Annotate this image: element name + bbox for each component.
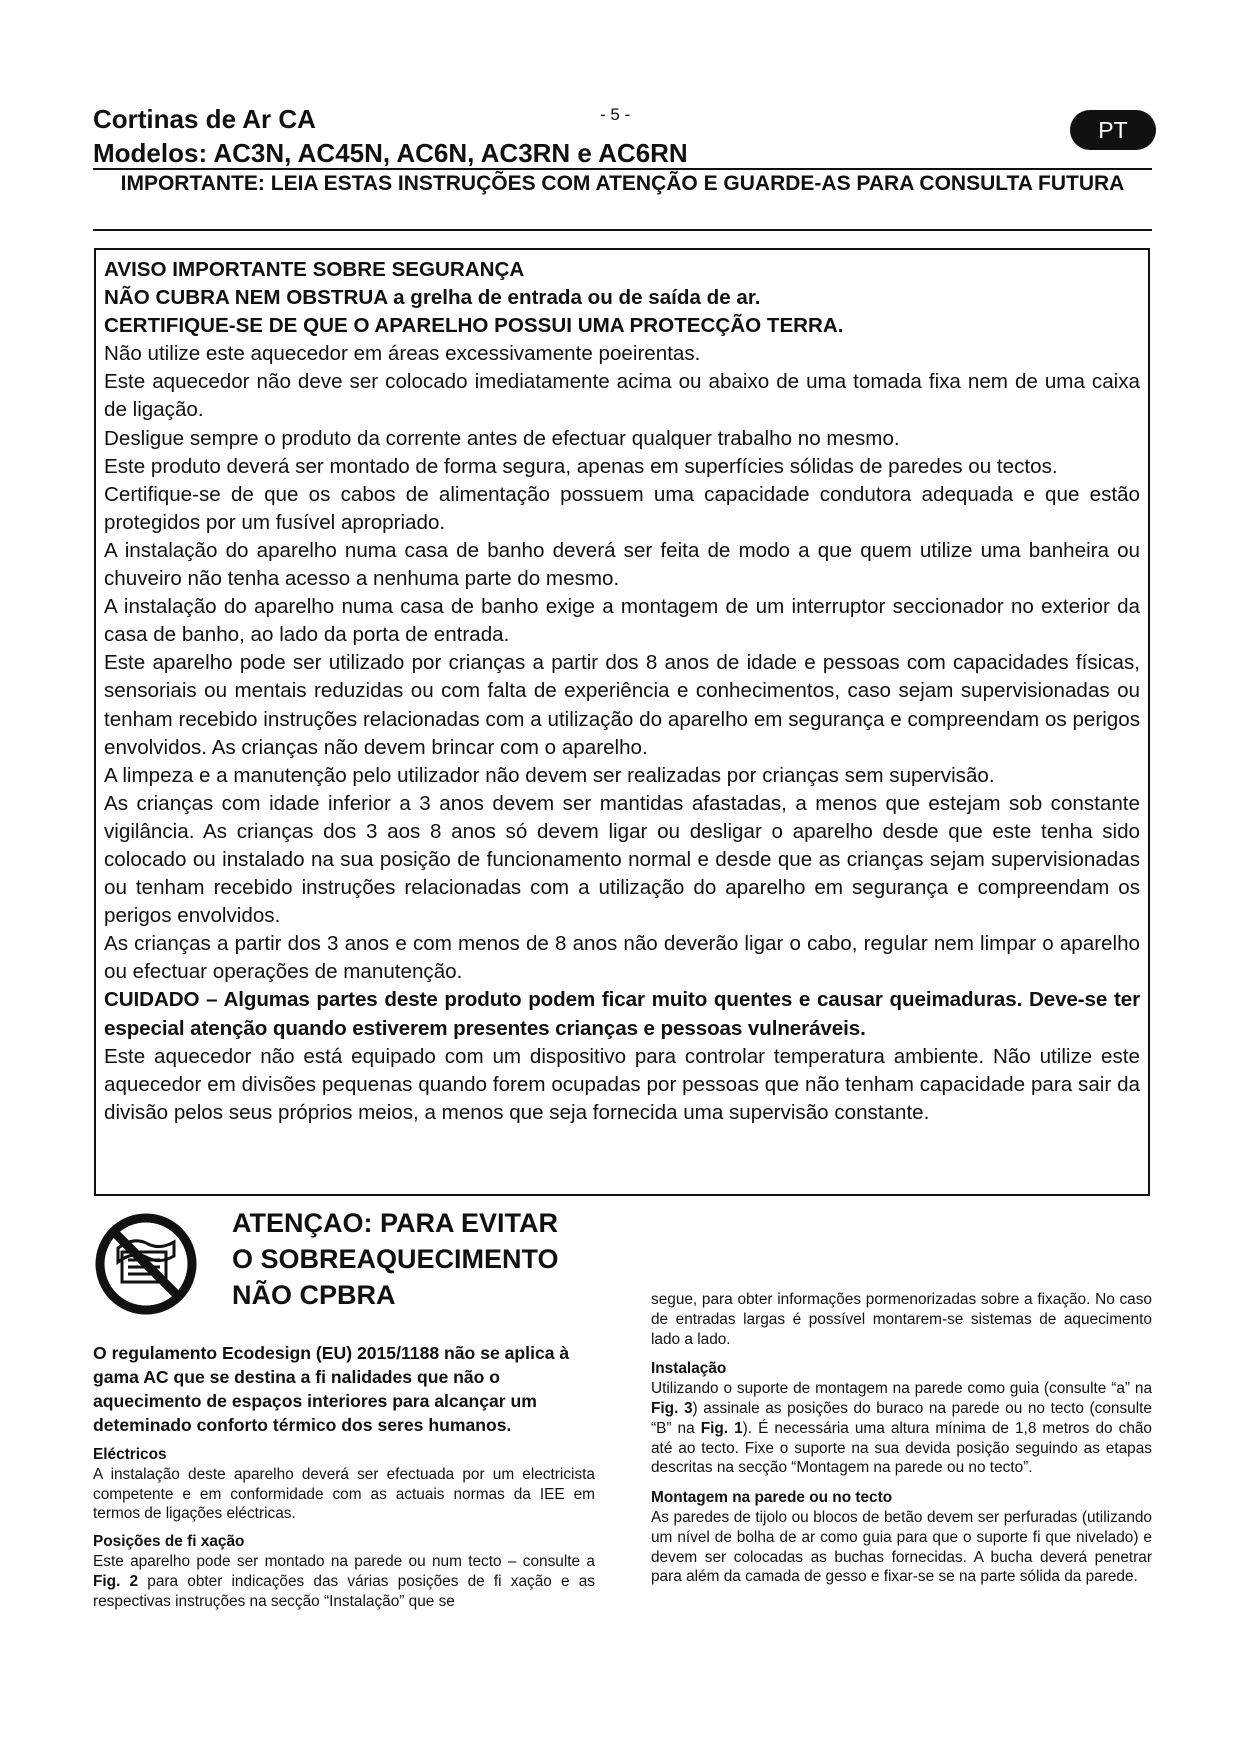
warning-line-3: NÃO CPBRA: [232, 1280, 396, 1310]
safety-content: [104, 256, 1140, 1127]
electrical-text: A instalação deste aparelho deverá ser efectuada por um electricista competente e em conformidade com as actuais normas da IEE em termos de ligações eléctricas.: [93, 1465, 595, 1523]
safety-title: AVISO IMPORTANTE SOBRE SEGURANÇA: [104, 258, 525, 281]
language-badge: PT: [1070, 110, 1156, 150]
safety-line: As crianças com idade inferior a 3 anos devem ser mantidas afastadas, a menos que estejam sob constante vigilância. As crianças dos 3 aos 8 anos só devem ligar ou desligar o aparelho desde que este tenha sido colocado ou instalado na sua posição de funcionamento normal e desde que as crianças sejam supervisionadas ou tenham recebido instruções relacionadas com a utilização do aparelho em segurança e compreendam os perigos envolvidos.: [104, 791, 1140, 928]
continuation-text: segue, para obter informações pormenorizadas sobre a fixação. No caso de entradas largas é possível montarem-se sistemas de aquecimento lado a lado.: [651, 1291, 1152, 1348]
safety-line: Não utilize este aquecedor em áreas excessivamente poeirentas.: [104, 342, 701, 366]
no-cover-line: [104, 284, 1140, 312]
important-notice: IMPORTANTE: LEIA ESTAS INSTRUÇÕES COM ATENÇÃO E GUARDE-AS PARA CONSULTA FUTURA: [120, 172, 1125, 195]
no-cover-emphasis: NÃO CUBRA NEM OBSTRUA: [104, 286, 388, 310]
caution-line: CUIDADO – Algumas partes deste produto podem ficar muito quentes e causar queimaduras. Deve-se ter especial atenção quando estiverem presentes crianças e pessoas vulneráveis.: [104, 988, 1140, 1040]
safety-line: A instalação do aparelho numa casa de banho deverá ser feita de modo a que quem utilize uma banheira ou chuveiro não tenha acesso a nenhuma parte do mesmo.: [104, 538, 1140, 591]
safety-line: A instalação do aparelho numa casa de banho exige a montagem de um interruptor seccionador no exterior da casa de banho, ao lado da porta de entrada.: [104, 595, 1140, 647]
safety-line: Este aquecedor não deve ser colocado imediatamente acima ou abaixo de uma tomada fixa nem de uma caixa de ligação.: [104, 370, 1140, 422]
right-column: [651, 1290, 1152, 1587]
install-text-1: Utilizando o suporte de montagem na parede como guia (consulte “a” na: [651, 1380, 1152, 1398]
installation-heading: Instalação: [651, 1360, 727, 1378]
electrical-heading: Eléctricos: [93, 1446, 167, 1463]
safety-line: Este aparelho pode ser utilizado por crianças a partir dos 8 anos de idade e pessoas com capacidades físicas, sensoriais ou mentais reduzidas ou com falta de experiência e conhecimentos, caso sejam supervisionadas ou tenham recebido instruções relacionadas com a utilização do aparelho em segurança e compreendam os perigos envolvidos. As crianças não devem brincar com o aparelho.: [104, 651, 1140, 759]
left-column: [93, 1341, 595, 1611]
no-cover-rest: a grelha de entrada ou de saída de ar.: [387, 286, 761, 310]
warning-line-2: O SOBREAQUECIMENTO: [232, 1244, 559, 1274]
page-number: - 5 -: [600, 105, 631, 124]
positions-text-1: Este aparelho pode ser montado na parede ou num tecto – consulte a: [93, 1552, 595, 1570]
earth-line: CERTIFIQUE-SE DE QUE O APARELHO POSSUI UMA PROTECÇÃO TERRA.: [104, 314, 844, 338]
safety-line: Desligue sempre o produto da corrente antes de efectuar qualquer trabalho no mesmo.: [104, 426, 900, 450]
installation-text: [651, 1379, 1152, 1478]
safety-last-line: Este aquecedor não está equipado com um dispositivo para controlar temperatura ambiente. Não utilize este aquecedor em divisões pequenas quando forem ocupadas por pessoas que não tenham capacidade para sair da divisão pelos seus próprios meios, a menos que seja fornecida uma supervisão constante.: [104, 1044, 1140, 1124]
install-text-2: ) assinale as posições do buraco na parede ou no tecto (consulte “B” na: [651, 1399, 1152, 1437]
positions-text: [93, 1552, 595, 1611]
safety-line: Este produto deverá ser montado de forma segura, apenas em superfícies sólidas de paredes ou tectos.: [104, 454, 1058, 478]
document-title: Cortinas de Ar CA: [93, 104, 316, 134]
ecodesign-note: O regulamento Ecodesign (EU) 2015/1188 não se aplica à gama AC que se destina a fi nalidades que não o aquecimento de espaços interiores para alcançar um deteminado conforto térmico dos seres humanos.: [93, 1343, 570, 1435]
safety-line: As crianças a partir dos 3 anos e com menos de 8 anos não deverão ligar o cabo, regular nem limpar o aparelho ou efectuar operações de manutenção.: [104, 932, 1140, 984]
positions-heading: Posições de fi xação: [93, 1533, 245, 1551]
fig-1-ref: Fig. 1: [700, 1419, 743, 1437]
fig-2-ref: Fig. 2: [93, 1572, 139, 1590]
safety-line: Certifique-se de que os cabos de alimentação possuem uma capacidade condutora adequada e que estão protegidos por um fusível apropriado.: [104, 482, 1140, 534]
models-line: Modelos: AC3N, AC45N, AC6N, AC3RN e AC6RN: [93, 138, 688, 168]
safety-line: A limpeza e a manutenção pelo utilizador não devem ser realizadas por crianças sem supervisão.: [104, 763, 995, 787]
mounting-text: As paredes de tijolo ou blocos de betão devem ser perfuradas (utilizando um nível de bolha de ar como guia para que o suporte fi que nivelado) e devem ser colocadas as buchas fornecidas. A bucha deverá penetrar para além da camada de gesso e fixar-se se na parte sólida da parede.: [651, 1508, 1152, 1586]
safety-notice-box: [94, 248, 1150, 1196]
install-text-3: ). É necessária uma altura mínima de 1,8 metros do chão até ao tecto. Fixe o suporte na sua devida posição seguindo as etapas descritas na secção “Montagem na parede ou no tecto”.: [651, 1419, 1152, 1477]
notice-rule: [93, 229, 1152, 231]
warning-line-1: ATENÇAO: PARA EVITAR: [232, 1208, 558, 1238]
mounting-heading: Montagem na parede ou no tecto: [651, 1489, 893, 1507]
positions-text-2: para obter indicações das várias posições de fi xação e as respectivas instruções na secção “Instalação” que se: [93, 1572, 595, 1610]
overheat-warning: [232, 1205, 622, 1313]
fig-3-ref: Fig. 3: [651, 1399, 693, 1417]
no-cover-icon: [94, 1212, 198, 1316]
